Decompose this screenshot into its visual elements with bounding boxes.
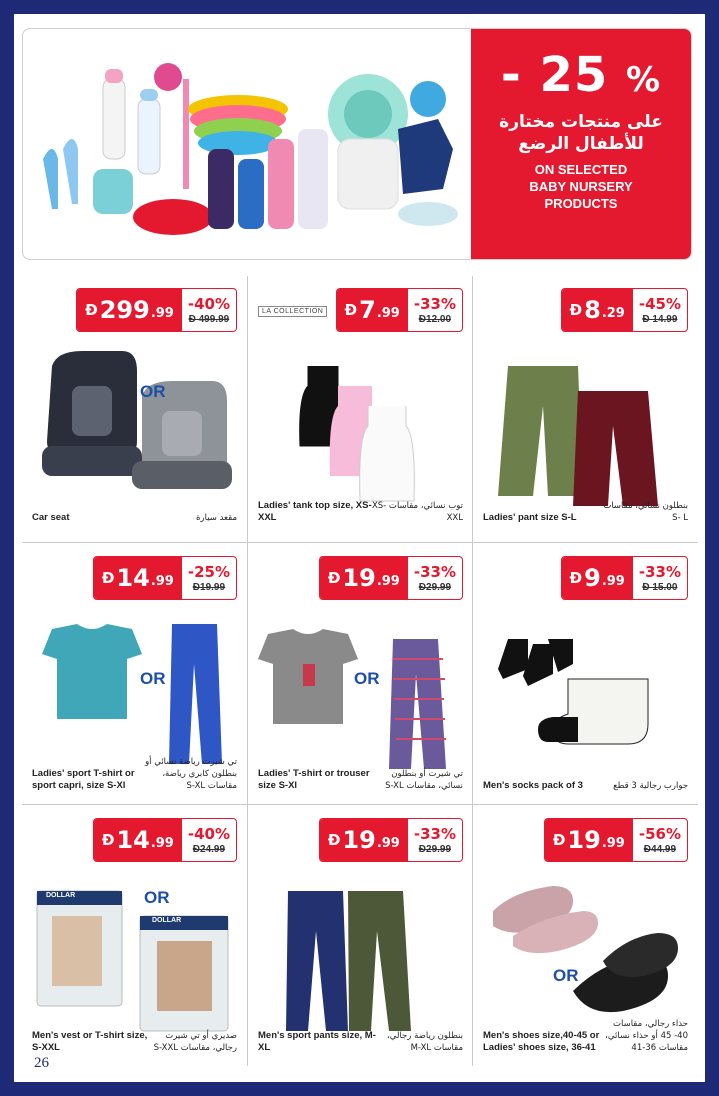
product-card-ladies-pant[interactable] (473, 276, 698, 534)
price-tag (561, 288, 688, 332)
product-card-car-seat[interactable] (22, 276, 247, 534)
currency-symbol: Ð (327, 569, 341, 587)
price-decimal: .99 (601, 836, 625, 851)
discount-percentage (471, 47, 691, 103)
price-tag (319, 818, 463, 862)
english-line-2: BABY NURSERY (529, 179, 633, 194)
currency-symbol: Ð (552, 831, 566, 849)
currency-symbol: Ð (344, 301, 358, 319)
product-card-ladies-tshirt[interactable] (248, 544, 473, 802)
old-price: Ð 15.00 (642, 581, 678, 593)
product-card-socks[interactable] (473, 544, 698, 802)
product-card-shoes[interactable] (473, 806, 698, 1064)
product-name-ar: حذاء رجالي، مقاسات 40- 45 أو حذاء نسائي، مقاسات 36-41 (605, 1019, 688, 1053)
price-integer: 7 (359, 296, 376, 324)
price-integer: 299 (99, 296, 150, 324)
product-name-ar: جوارب رجالية 3 قطع (613, 781, 688, 791)
or-label: OR (144, 888, 170, 907)
product-name-ar: بنطلون رياضة رجالي، مقاسات M-XL (387, 1031, 463, 1053)
discount-badge: -45% (638, 294, 681, 313)
vest-tshirt-pack-image (32, 886, 237, 1036)
sale-price (545, 819, 633, 861)
currency-symbol: Ð (327, 831, 341, 849)
price-integer: 14 (116, 826, 150, 854)
discount-badge: -56% (638, 824, 681, 843)
product-card-sport-tshirt[interactable] (22, 544, 247, 802)
currency-symbol: Ð (569, 569, 583, 587)
price-integer: 14 (116, 564, 150, 592)
discount-badge: -40% (187, 294, 230, 313)
product-name-ar: بنطلون نسائي، مقاسات S- L (603, 501, 688, 523)
old-price: Ð 499.99 (188, 313, 230, 325)
old-price: Ð24.99 (192, 843, 226, 855)
promo-banner[interactable] (22, 28, 692, 260)
product-card-tank-top[interactable] (248, 276, 473, 534)
discount-badge: -33% (413, 824, 456, 843)
price-integer: 19 (567, 826, 601, 854)
sale-price (562, 557, 633, 599)
sale-price (320, 557, 408, 599)
discount-badge: -33% (413, 294, 456, 313)
price-decimal: .99 (150, 306, 174, 321)
english-line-1: ON SELECTED (534, 162, 628, 177)
flyer-page (14, 14, 705, 1082)
tank-top-image (288, 356, 438, 506)
product-name-en: Ladies' tank top size, XS-XXL (258, 500, 372, 523)
page-number: 26 (34, 1055, 49, 1071)
or-label: OR (354, 669, 380, 688)
price-tag (319, 556, 463, 600)
price-decimal: .99 (376, 836, 400, 851)
old-price: Ð19.99 (192, 581, 226, 593)
product-name-en: Ladies' sport T-shirt or sport capri, size S-Xl (32, 768, 135, 791)
shoes-image (483, 881, 688, 1036)
or-label: OR (140, 382, 166, 401)
price-decimal: .99 (150, 574, 174, 589)
product-card-mens-vest[interactable] (22, 806, 247, 1064)
brand-logo: LA COLLECTION (258, 306, 327, 317)
price-integer: 19 (342, 826, 376, 854)
old-price: Ð29.99 (418, 843, 452, 855)
discount-badge: -25% (187, 562, 230, 581)
product-name-en: Men's sport pants size, M-XL (258, 1030, 376, 1053)
product-name-en: Men's socks pack of 3 (483, 780, 583, 791)
pants-image (488, 356, 688, 506)
price-integer: 19 (342, 564, 376, 592)
divider (22, 542, 698, 543)
discount-badge: -33% (413, 562, 456, 581)
discount-value: - 25 (500, 47, 609, 103)
product-name-ar: تي شيرت أو بنطلون نسائي، مقاسات S-XL (385, 769, 463, 791)
price-decimal: .99 (150, 836, 174, 851)
price-tag (336, 288, 463, 332)
english-line-3: PRODUCTS (544, 196, 618, 211)
price-tag (93, 818, 237, 862)
currency-symbol: Ð (85, 301, 98, 319)
sale-price (320, 819, 408, 861)
product-name-en: Men's shoes size,40-45 or Ladies' shoes size, 36-41 (483, 1030, 600, 1053)
tshirt-trouser-image (258, 619, 463, 779)
currency-symbol: Ð (101, 831, 115, 849)
price-decimal: .99 (601, 574, 625, 589)
product-name-en: Men's vest or T-shirt size, S-XXL (32, 1030, 148, 1053)
price-integer: 8 (584, 296, 601, 324)
price-decimal: .29 (601, 306, 625, 321)
old-price: Ð29.99 (418, 581, 452, 593)
old-price: Ð44.99 (643, 843, 677, 855)
arabic-line-1: على منتجات مختارة (499, 112, 663, 132)
currency-symbol: Ð (101, 569, 115, 587)
price-tag (76, 288, 237, 332)
product-name-ar: صديري أو تي شيرت رجالي، مقاسات S-XXL (153, 1031, 237, 1053)
sale-price (77, 289, 182, 331)
price-tag (544, 818, 688, 862)
divider (22, 804, 698, 805)
sport-pants-image (278, 886, 448, 1036)
currency-symbol: Ð (569, 301, 583, 319)
sport-tshirt-capri-image (32, 619, 237, 769)
sale-price (562, 289, 633, 331)
discount-badge: -40% (187, 824, 230, 843)
or-label: OR (140, 669, 166, 688)
product-name-en: Ladies' T-shirt or trouser size S-Xl (258, 768, 370, 791)
arabic-line-2: للأطفال الرضع (518, 134, 644, 154)
car-seat-image (32, 346, 237, 496)
price-decimal: .99 (376, 574, 400, 589)
old-price: Ð12.00 (418, 313, 452, 325)
product-name-en: Car seat (32, 512, 70, 523)
sale-price (337, 289, 408, 331)
product-name-ar: تي شيرت رياضة نسائي أو بنطلون كابري رياضة، مقاسات S-XL (145, 757, 237, 791)
socks-image (488, 619, 688, 769)
product-name-ar: توب نسائي، مقاسات XS- XXL (371, 501, 463, 523)
price-integer: 9 (584, 564, 601, 592)
old-price: Ð 14.99 (642, 313, 678, 325)
discount-panel (471, 29, 691, 259)
price-tag (93, 556, 237, 600)
pack-brand-label: DOLLAR (46, 892, 76, 899)
discount-badge: -33% (638, 562, 681, 581)
baby-products-image (33, 39, 463, 249)
price-tag (561, 556, 688, 600)
or-label: OR (553, 966, 579, 985)
sale-price (94, 557, 182, 599)
product-name-ar: مقعد سيارة (196, 513, 237, 523)
pack-brand-label: DOLLAR (152, 917, 182, 924)
sale-price (94, 819, 182, 861)
product-card-mens-sport-pants[interactable] (248, 806, 473, 1064)
product-name-en: Ladies' pant size S-L (483, 512, 577, 523)
percent-sign: % (626, 60, 662, 100)
price-decimal: .99 (376, 306, 400, 321)
